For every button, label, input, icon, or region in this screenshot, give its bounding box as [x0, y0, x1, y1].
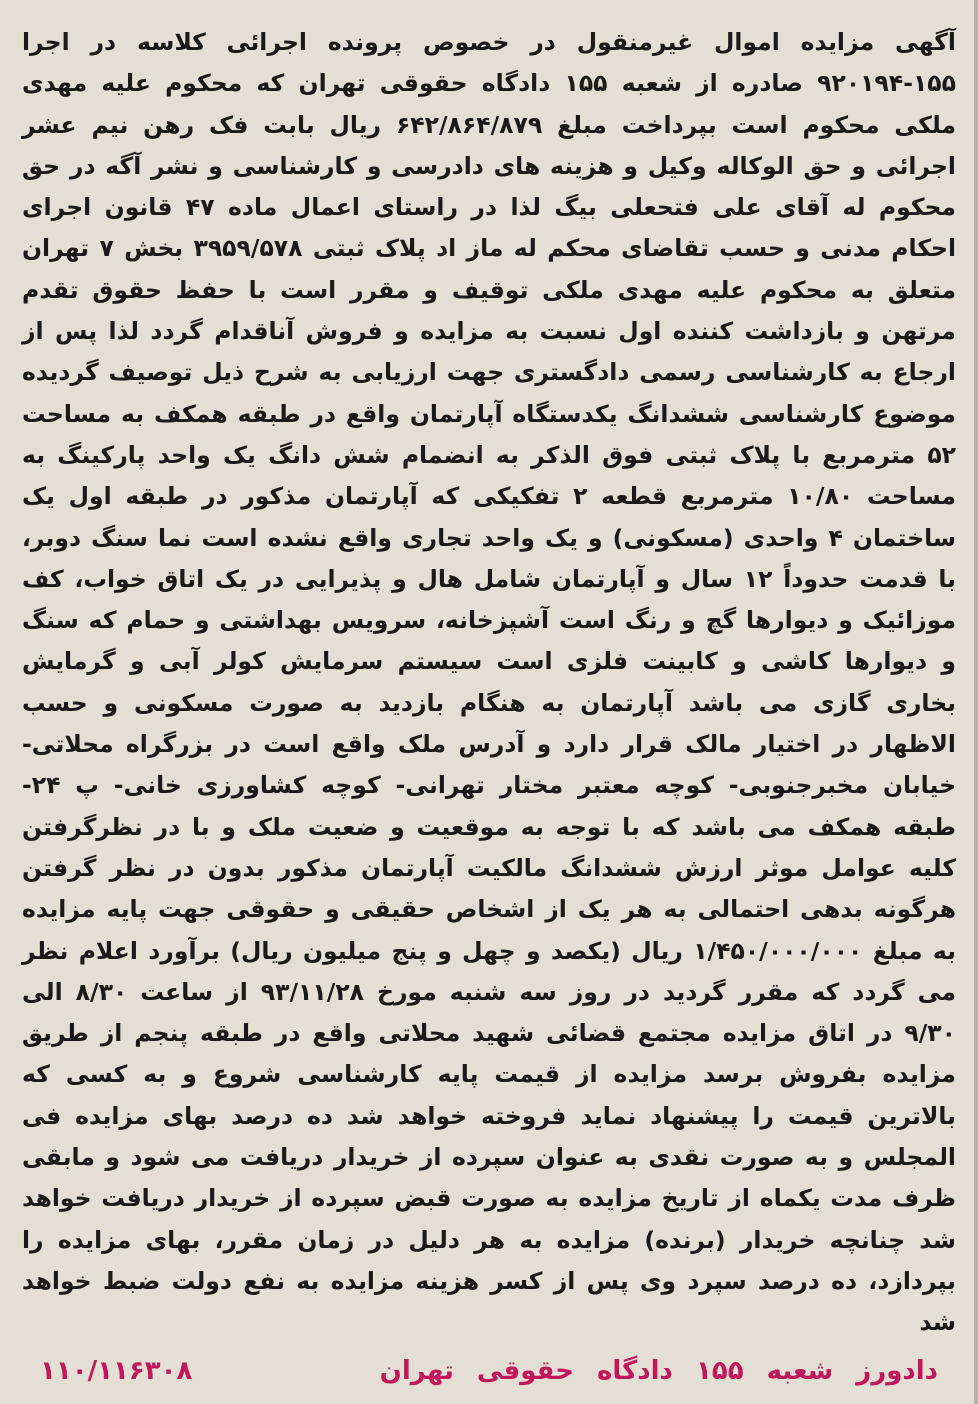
court-signature: دادورز شعبه ۱۵۵ دادگاه حقوقی تهران: [379, 1356, 938, 1386]
notice-footer: [40, 1350, 938, 1392]
page-edge-divider: [974, 0, 978, 1404]
notice-reference-number: ۱۱۰/۱۱۶۳۰۸: [40, 1356, 193, 1386]
auction-notice-text: آگهی مزایده اموال غیرمنقول در خصوص پرونده اجرائی کلاسه در اجرا ۱۵۵-۹۲۰۱۹۴ صادره از شعبه ۱۵۵ دادگاه حقوقی تهران که محکوم علیه مهدی ملکی محکوم است بپرداخت مبلغ ۶۴۲/۸۶۴/۸۷۹ ریال بابت فک رهن نیم عشر اجرائی و حق الوکاله وکیل و هزینه های دادرسی و کارشناسی و نشر آگه در حق محکوم له آقای علی فتحعلی بیگ لذا در راستای اعمال ماده ۴۷ قانون اجرای احکام مدنی و حسب تقاضای محکم له ماز اد پلاک ثبتی ۳۹۵۹/۵۷۸ بخش ۷ تهران متعلق به محکوم علیه مهدی ملکی توقیف و مقرر است با حفظ حقوق تقدم مرتهن و بازداشت کننده اول نسبت به مزایده و فروش آناقدام گردد لذا پس از ارجاع به کارشناسی رسمی دادگستری جهت ارزیابی به شرح ذیل توصیف گردیده موضوع کارشناسی ششدانگ یکدستگاه آپارتمان واقع در طبقه همکف به مساحت ۵۲ مترمربع با پلاک ثبتی فوق الذکر به انضمام شش دانگ یک واحد پارکینگ به مساحت ۱۰/۸۰ مترمربع قطعه ۲ تفکیکی که آپارتمان مذکور در طبقه اول یک ساختمان ۴ واحدی (مسکونی) و یک واحد تجاری واقع نشده است نما سنگ دوبر، با قدمت حدوداً ۱۲ سال و آپارتمان شامل هال و پذیرایی در یک اتاق خواب، کف موزائیک و دیوارها گچ و رنگ است آشپزخانه، سرویس بهداشتی و حمام که سنگ و دیوارها کاشی و کابینت فلزی است سیستم سرمایش کولر آبی و گرمایش بخاری گازی می باشد آپارتمان به هنگام بازدید به صورت مسکونی و حسب الاظهار در اختیار مالک قرار دارد و آدرس ملک واقع است در بزرگراه محلاتی- خیابان مخبرجنوبی- کوچه معتبر مختار تهرانی- کوچه کشاورزی خانی- پ ۲۴- طبقه همکف می باشد که با توجه به موقعیت و ضعیت ملک و با در نظرگرفتن کلیه عوامل موثر ارزش ششدانگ مالکیت آپارتمان مذکور بدون در نظر گرفتن هرگونه بدهی احتمالی به هر یک از اشخاص حقیقی و حقوقی جهت پایه مزایده به مبلغ ۱/۴۵۰/۰۰۰/۰۰۰ ریال (یکصد و چهل و پنج میلیون ریال) برآورد اعلام نظر می گردد که مقرر گردید در روز سه شنبه مورخ ۹۳/۱۱/۲۸ از ساعت ۸/۳۰ الی ۹/۳۰ در اتاق مزایده مجتمع قضائی شهید محلاتی واقع در طبقه پنجم از طریق مزایده بفروش برسد مزایده از قیمت پایه کارشناسی شروع و به کسی که بالاترین قیمت را پیشنهاد نماید فروخته خواهد شد ده درصد بهای مزایده فی المجلس و به صورت نقدی به عنوان سپرده از خریدار دریافت می شود و مابقی ظرف مدت یکماه از تاریخ مزایده به صورت قبض سپرده از خریدار دریافت خواهد شد چنانچه خریدار (برنده) مزایده به هر دلیل در زمان مقرر، بهای مزایده را بپردازد، ده درصد سپرد وی پس از کسر هزینه مزایده به نفع دولت ضبط خواهد شد: [22, 28, 957, 1337]
